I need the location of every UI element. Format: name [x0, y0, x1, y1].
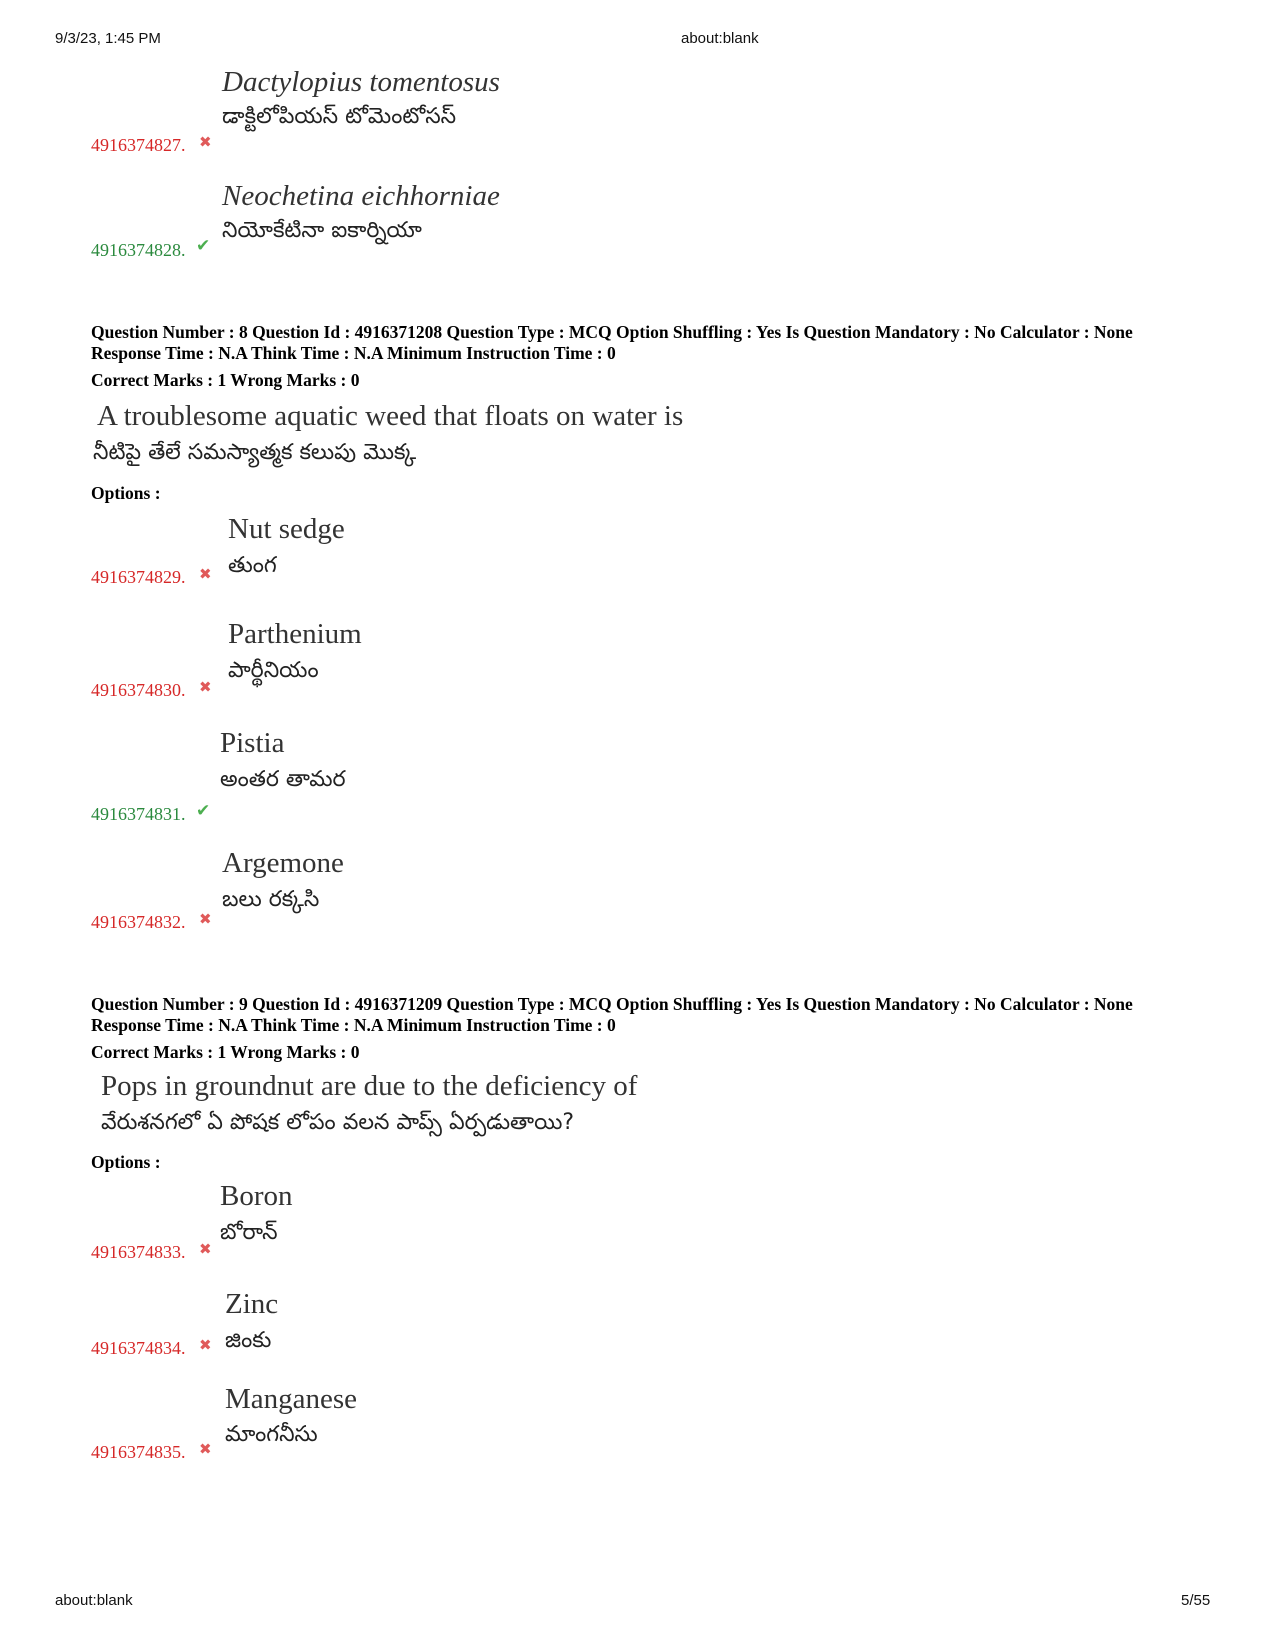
option-id: 4916374834.	[91, 1338, 186, 1358]
print-url: about:blank	[681, 30, 759, 47]
print-datetime: 9/3/23, 1:45 PM	[55, 30, 161, 47]
option-telugu: జింకు	[225, 1328, 272, 1353]
option-english: Nut sedge	[228, 513, 345, 545]
option-telugu: మాంగనీసు	[225, 1422, 318, 1447]
question-text-telugu: నీటిపై తేలే సమస్యాత్మక కలుపు మొక్క	[93, 440, 417, 465]
option-id: 4916374829.	[91, 567, 186, 587]
option-english: Zinc	[225, 1288, 279, 1320]
option-english: Boron	[220, 1180, 293, 1212]
option-telugu: బోరాన్	[220, 1220, 278, 1245]
option-english: Dactylopius tomentosus	[222, 66, 500, 98]
option-id: 4916374831.	[91, 804, 186, 824]
option-telugu: తుంగ	[228, 553, 277, 578]
option-id: 4916374833.	[91, 1242, 186, 1262]
option-telugu: డాక్టిలోపియస్ టోమెంటోసస్	[222, 104, 457, 129]
option-english: Argemone	[222, 847, 344, 879]
page-number: 5/55	[1181, 1592, 1211, 1609]
wrong-mark-icon: ✖	[199, 565, 212, 583]
question-meta: Question Number : 8 Question Id : 4916371208 Question Type : MCQ Option Shuffling : Yes Is Question Mandatory : No Calculator : None Response Time : N.A Think Time : N.A Minimum Instruction Time : 0	[91, 322, 1133, 363]
question-marks: Correct Marks : 1 Wrong Marks : 0	[91, 1042, 360, 1062]
wrong-mark-icon: ✖	[199, 1440, 212, 1458]
option-telugu: నియోకేటినా ఐకార్నియా	[222, 218, 422, 243]
option-telugu: బలు రక్కసి	[222, 887, 320, 912]
question-text-english: Pops in groundnut are due to the deficiency of	[101, 1070, 638, 1102]
wrong-mark-icon: ✖	[199, 1240, 212, 1258]
wrong-mark-icon: ✖	[199, 133, 212, 151]
wrong-mark-icon: ✖	[199, 1336, 212, 1354]
option-id: 4916374832.	[91, 912, 186, 932]
footer-url: about:blank	[55, 1592, 133, 1609]
option-telugu: అంతర తామర	[220, 767, 346, 792]
question-marks: Correct Marks : 1 Wrong Marks : 0	[91, 370, 360, 390]
option-id: 4916374830.	[91, 680, 186, 700]
correct-mark-icon: ✔	[196, 236, 211, 256]
option-id: 4916374827.	[91, 135, 186, 155]
option-english: Pistia	[220, 727, 285, 759]
option-english: Manganese	[225, 1383, 358, 1415]
option-id: 4916374835.	[91, 1442, 186, 1462]
question-meta: Question Number : 9 Question Id : 4916371209 Question Type : MCQ Option Shuffling : Yes Is Question Mandatory : No Calculator : None Response Time : N.A Think Time : N.A Minimum Instruction Time : 0	[91, 994, 1133, 1035]
correct-mark-icon: ✔	[196, 801, 211, 821]
wrong-mark-icon: ✖	[199, 910, 212, 928]
option-english: Parthenium	[228, 618, 362, 650]
option-telugu: పార్థీనియం	[228, 658, 319, 683]
wrong-mark-icon: ✖	[199, 678, 212, 696]
option-id: 4916374828.	[91, 240, 186, 260]
option-english: Neochetina eichhorniae	[222, 180, 500, 212]
question-text-telugu: వేరుశనగలో ఏ పోషక లోపం వలన పాప్స్ ఏర్పడుతాయి?	[101, 1110, 575, 1135]
options-label: Options :	[91, 483, 161, 503]
question-text-english: A troublesome aquatic weed that floats on water is	[97, 400, 684, 432]
options-label: Options :	[91, 1152, 161, 1172]
